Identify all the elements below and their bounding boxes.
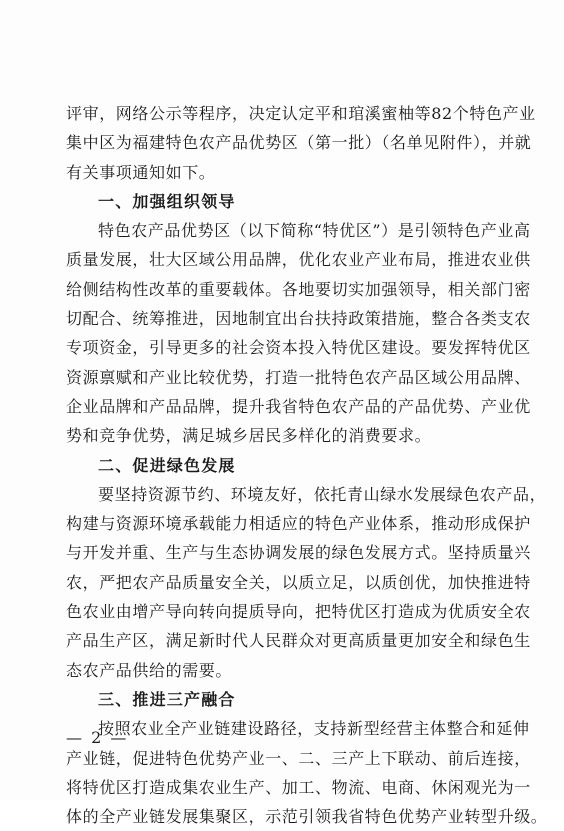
paragraph-line: 与开发并重、生产与生态协调发展的绿色发展方式。坚持质量兴 (66, 543, 531, 563)
paragraph-line: 给侧结构性改革的重要载体。各地要切实加强领导，相关部门密 (66, 279, 531, 299)
paragraph-line: 农，严把农产品质量安全关，以质立足，以质创优，加快推进特 (66, 572, 531, 592)
paragraph-line: 产业链，促进特色优势产业一、二、三产上下联动、前后连接， (66, 748, 531, 768)
intro-line: 评审，网络公示等程序，决定认定平和琯溪蜜柚等82个特色产业 (66, 104, 536, 123)
paragraph-line: 产品生产区，满足新时代人民群众对更高质量更加安全和绿色生 (66, 631, 531, 651)
paragraph-line: 资源禀赋和产业比较优势，打造一批特色农产品区域公用品牌、 (66, 367, 531, 387)
section-heading-2: 二、促进绿色发展 (98, 455, 236, 475)
paragraph-line: 势和竞争优势，满足城乡居民多样化的消费要求。 (66, 426, 432, 446)
intro-line: 有关事项通知如下。 (66, 162, 216, 182)
paragraph-line: 专项资金，引导更多的社会资本投入特优区建设。要发挥特优区 (66, 338, 531, 358)
paragraph-line: 色农业由增产导向转向提质导向，把特优区打造成为优质安全农 (66, 602, 531, 622)
paragraph-line: 将特优区打造成集农业生产、加工、物流、电商、休闲观光为一 (66, 777, 531, 797)
paragraph-line: 态农产品供给的需要。 (66, 660, 233, 680)
page-number: — 2 — (66, 728, 129, 747)
paragraph-line: 要坚持资源节约、环境友好，依托青山绿水发展绿色农产品， (98, 484, 547, 504)
paragraph-line: 构建与资源环境承载能力相适应的特色产业体系，推动形成保护 (66, 514, 531, 534)
document-body (66, 99, 548, 831)
paragraph-line: 企业品牌和产品品牌，提升我省特色农产品的产品优势、产业优 (66, 396, 531, 416)
section-heading-3: 三、推进三产融合 (98, 689, 236, 709)
paragraph-line: 体的全产业链发展集聚区，示范引领我省特色优势产业转型升级。 (66, 807, 548, 827)
paragraph-line: 切配合、统筹推进，因地制宜出台扶持政策措施，整合各类支农 (66, 309, 531, 329)
paragraph-line: 质量发展，壮大区域公用品牌，优化农业产业布局，推进农业供 (66, 250, 531, 270)
paragraph-line: 特色农产品优势区（以下简称“特优区”）是引领特色产业高 (98, 221, 531, 241)
intro-line: 集中区为福建特色农产品优势区（第一批）（名单见附件），并就 (66, 133, 532, 153)
paragraph-line: 按照农业全产业链建设路径，支持新型经营主体整合和延伸 (98, 719, 530, 739)
section-heading-1: 一、加强组织领导 (98, 191, 236, 211)
